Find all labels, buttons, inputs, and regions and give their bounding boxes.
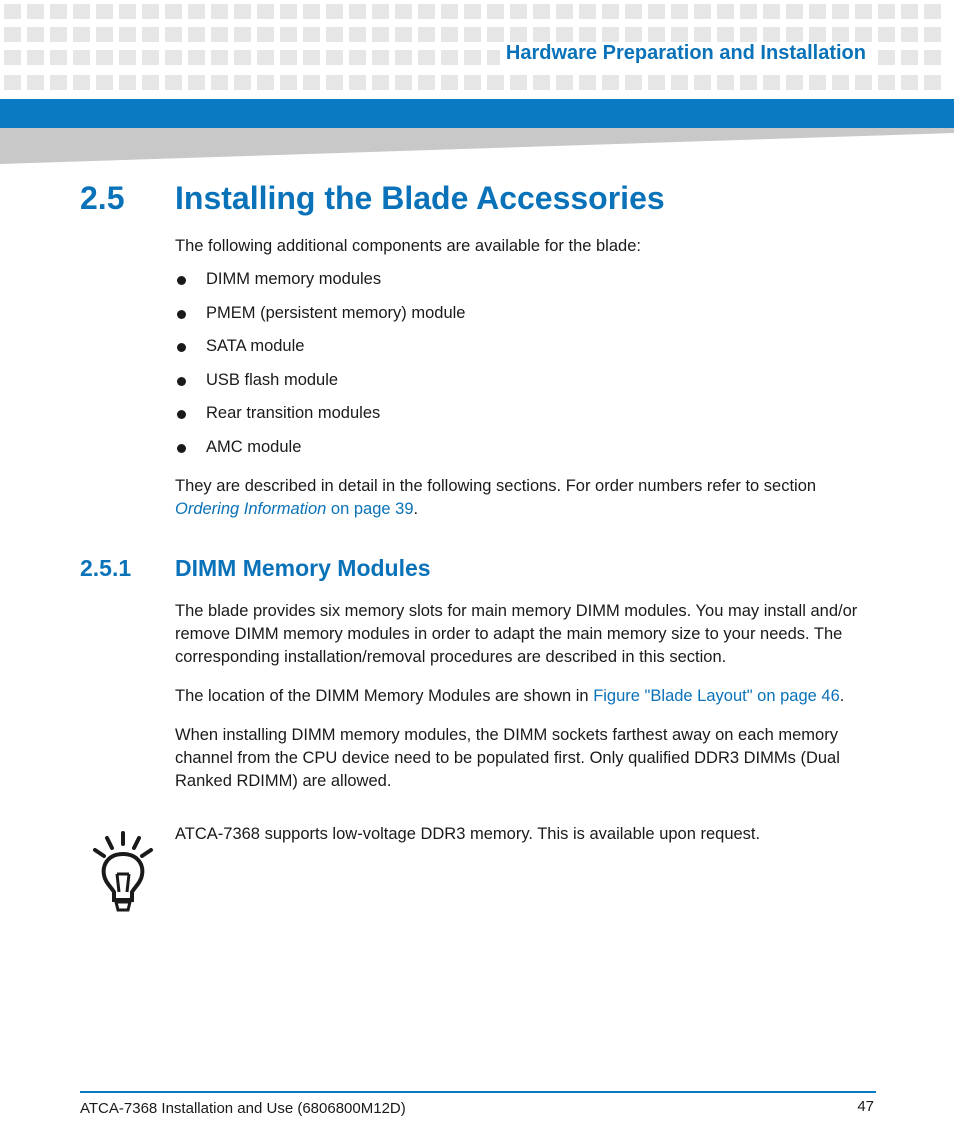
pattern-cell — [188, 50, 205, 65]
pattern-cell — [257, 50, 274, 65]
pattern-cell — [602, 75, 619, 90]
pattern-cell — [418, 50, 435, 65]
pattern-cell — [165, 4, 182, 19]
pattern-cell — [694, 4, 711, 19]
header-title: Hardware Preparation and Installation — [500, 42, 872, 65]
pattern-row — [4, 27, 941, 42]
pattern-cell — [556, 75, 573, 90]
pattern-cell — [464, 75, 481, 90]
footer-page-number: 47 — [857, 1098, 874, 1115]
pattern-cell — [27, 75, 44, 90]
pattern-cell — [257, 75, 274, 90]
pattern-cell — [303, 4, 320, 19]
pattern-cell — [418, 4, 435, 19]
subsection-title: DIMM Memory Modules — [175, 555, 431, 581]
pattern-cell — [303, 50, 320, 65]
outro-end: . — [413, 500, 419, 518]
pattern-cell — [855, 4, 872, 19]
pattern-cell — [142, 50, 159, 65]
pattern-cell — [50, 27, 67, 42]
pattern-cell — [832, 75, 849, 90]
pattern-cell — [487, 4, 504, 19]
pattern-cell — [441, 50, 458, 65]
pattern-cell — [303, 27, 320, 42]
pattern-cell — [602, 27, 619, 42]
pattern-cell — [96, 27, 113, 42]
pattern-cell — [211, 4, 228, 19]
pattern-cell — [671, 75, 688, 90]
pattern-cell — [763, 75, 780, 90]
pattern-cell — [671, 4, 688, 19]
list-item-label: USB flash module — [206, 370, 339, 389]
bullet-dot-icon — [177, 310, 186, 319]
pattern-cell — [579, 27, 596, 42]
pattern-cell — [510, 27, 527, 42]
pattern-cell — [694, 75, 711, 90]
bullet-dot-icon — [177, 343, 186, 352]
pattern-cell — [510, 75, 527, 90]
pattern-cell — [280, 75, 297, 90]
pattern-cell — [395, 75, 412, 90]
list-item-label: PMEM (persistent memory) module — [206, 303, 466, 322]
pattern-cell — [556, 4, 573, 19]
pattern-cell — [4, 50, 21, 65]
bullet-dot-icon — [177, 444, 186, 453]
pattern-cell — [809, 4, 826, 19]
pattern-cell — [717, 75, 734, 90]
pattern-cell — [50, 50, 67, 65]
pattern-cell — [809, 75, 826, 90]
pattern-cell — [257, 4, 274, 19]
pattern-cell — [211, 27, 228, 42]
pattern-cell — [119, 50, 136, 65]
outro-text: They are described in detail in the following sections. For order numbers refer to section — [175, 477, 817, 495]
pattern-cell — [855, 75, 872, 90]
pattern-cell — [464, 27, 481, 42]
pattern-cell — [648, 75, 665, 90]
pattern-cell — [372, 50, 389, 65]
pattern-cell — [395, 27, 412, 42]
pattern-cell — [50, 4, 67, 19]
subsection-para-3: When installing DIMM memory modules, the DIMM sockets farthest away on each memory channel from the CPU device need to be populated first. Only qualified DDR3 DIMMs (Dual Ranked RDIMM) are allowed. — [175, 726, 840, 790]
page-39-link[interactable]: on page 39 — [330, 500, 414, 518]
pattern-cell — [119, 27, 136, 42]
pattern-cell — [901, 75, 918, 90]
pattern-cell — [625, 27, 642, 42]
pattern-cell — [418, 75, 435, 90]
pattern-cell — [924, 27, 941, 42]
pattern-cell — [211, 75, 228, 90]
pattern-cell — [4, 4, 21, 19]
pattern-cell — [395, 4, 412, 19]
pattern-cell — [579, 75, 596, 90]
pattern-cell — [625, 75, 642, 90]
pattern-cell — [418, 27, 435, 42]
pattern-cell — [694, 27, 711, 42]
pattern-cell — [349, 4, 366, 19]
bullet-dot-icon — [177, 377, 186, 386]
pattern-cell — [142, 75, 159, 90]
pattern-cell — [188, 4, 205, 19]
subsection-para-2 — [175, 685, 875, 708]
pattern-cell — [280, 50, 297, 65]
pattern-cell — [510, 4, 527, 19]
pattern-cell — [326, 27, 343, 42]
pattern-cell — [326, 50, 343, 65]
pattern-cell — [602, 4, 619, 19]
bullet-dot-icon — [177, 276, 186, 285]
pattern-cell — [165, 75, 182, 90]
lightbulb-icon — [90, 830, 156, 914]
pattern-cell — [878, 27, 895, 42]
pattern-cell — [73, 27, 90, 42]
pattern-cell — [142, 4, 159, 19]
list-item-label: SATA module — [206, 337, 305, 356]
pattern-cell — [533, 4, 550, 19]
footer-rule — [80, 1091, 876, 1093]
bullet-dot-icon — [177, 410, 186, 419]
blade-layout-link[interactable]: Figure "Blade Layout" on page 46 — [593, 687, 840, 705]
pattern-cell — [763, 4, 780, 19]
pattern-cell — [372, 4, 389, 19]
pattern-cell — [786, 75, 803, 90]
subsection-number: 2.5.1 — [80, 555, 132, 581]
pattern-cell — [556, 27, 573, 42]
pattern-cell — [349, 75, 366, 90]
pattern-cell — [878, 50, 895, 65]
pattern-cell — [27, 4, 44, 19]
section-number: 2.5 — [80, 180, 125, 216]
header-wedge — [0, 128, 954, 164]
pattern-cell — [395, 50, 412, 65]
pattern-cell — [96, 75, 113, 90]
pattern-row — [4, 4, 941, 19]
pattern-cell — [27, 50, 44, 65]
note-text: ATCA-7368 supports low-voltage DDR3 memory. This is available upon request. — [175, 825, 761, 843]
pattern-cell — [303, 75, 320, 90]
pattern-cell — [809, 27, 826, 42]
pattern-cell — [464, 4, 481, 19]
pattern-cell — [786, 27, 803, 42]
pattern-cell — [234, 27, 251, 42]
pattern-cell — [924, 4, 941, 19]
pattern-cell — [211, 50, 228, 65]
pattern-cell — [349, 50, 366, 65]
pattern-cell — [165, 27, 182, 42]
subsection-para-1: The blade provides six memory slots for main memory DIMM modules. You may install and/or remove DIMM memory modules in order to adapt the main memory size to your needs. The corresponding installation/removal procedures are described in this section. — [175, 602, 858, 666]
pattern-cell — [119, 75, 136, 90]
pattern-cell — [326, 75, 343, 90]
pattern-cell — [257, 27, 274, 42]
pattern-cell — [924, 75, 941, 90]
pattern-cell — [4, 27, 21, 42]
pattern-cell — [50, 75, 67, 90]
para2-text: The location of the DIMM Memory Modules are shown in — [175, 687, 589, 705]
list-item-label: DIMM memory modules — [206, 270, 382, 288]
pattern-cell — [441, 4, 458, 19]
pattern-cell — [73, 75, 90, 90]
pattern-cell — [188, 27, 205, 42]
pattern-cell — [280, 4, 297, 19]
pattern-cell — [671, 27, 688, 42]
pattern-cell — [648, 27, 665, 42]
pattern-cell — [234, 4, 251, 19]
pattern-cell — [740, 4, 757, 19]
pattern-cell — [740, 27, 757, 42]
pattern-cell — [165, 50, 182, 65]
section-title: Installing the Blade Accessories — [175, 180, 665, 216]
pattern-cell — [441, 75, 458, 90]
pattern-row — [4, 75, 941, 90]
pattern-cell — [579, 4, 596, 19]
section-outro — [175, 475, 875, 521]
pattern-cell — [533, 27, 550, 42]
pattern-cell — [4, 75, 21, 90]
pattern-cell — [878, 75, 895, 90]
header-band — [0, 99, 954, 128]
pattern-cell — [740, 75, 757, 90]
pattern-cell — [901, 4, 918, 19]
pattern-cell — [901, 27, 918, 42]
pattern-cell — [73, 50, 90, 65]
pattern-cell — [280, 27, 297, 42]
pattern-cell — [533, 75, 550, 90]
pattern-cell — [96, 50, 113, 65]
pattern-cell — [27, 27, 44, 42]
pattern-cell — [441, 27, 458, 42]
pattern-cell — [855, 27, 872, 42]
pattern-cell — [901, 50, 918, 65]
pattern-cell — [349, 27, 366, 42]
pattern-cell — [372, 27, 389, 42]
subsection-heading — [80, 555, 431, 582]
pattern-cell — [832, 27, 849, 42]
pattern-cell — [234, 75, 251, 90]
pattern-cell — [464, 50, 481, 65]
pattern-cell — [763, 27, 780, 42]
pattern-cell — [234, 50, 251, 65]
pattern-cell — [648, 4, 665, 19]
para2-end: . — [839, 687, 845, 705]
pattern-cell — [717, 4, 734, 19]
footer-document: ATCA-7368 Installation and Use (6806800M12D) — [80, 1100, 406, 1117]
pattern-cell — [625, 4, 642, 19]
pattern-cell — [188, 75, 205, 90]
pattern-cell — [73, 4, 90, 19]
pattern-cell — [487, 75, 504, 90]
pattern-cell — [487, 27, 504, 42]
pattern-cell — [119, 4, 136, 19]
pattern-cell — [372, 75, 389, 90]
pattern-cell — [326, 4, 343, 19]
list-item-label: Rear transition modules — [206, 404, 381, 423]
pattern-cell — [878, 4, 895, 19]
pattern-cell — [924, 50, 941, 65]
pattern-cell — [832, 4, 849, 19]
section-heading — [80, 180, 665, 217]
ordering-information-link[interactable]: Ordering Information — [175, 500, 327, 518]
pattern-cell — [142, 27, 159, 42]
pattern-cell — [96, 4, 113, 19]
pattern-cell — [717, 27, 734, 42]
pattern-cell — [786, 4, 803, 19]
section-intro: The following additional components are available for the blade: — [175, 237, 641, 255]
list-item-label: AMC module — [206, 438, 302, 456]
